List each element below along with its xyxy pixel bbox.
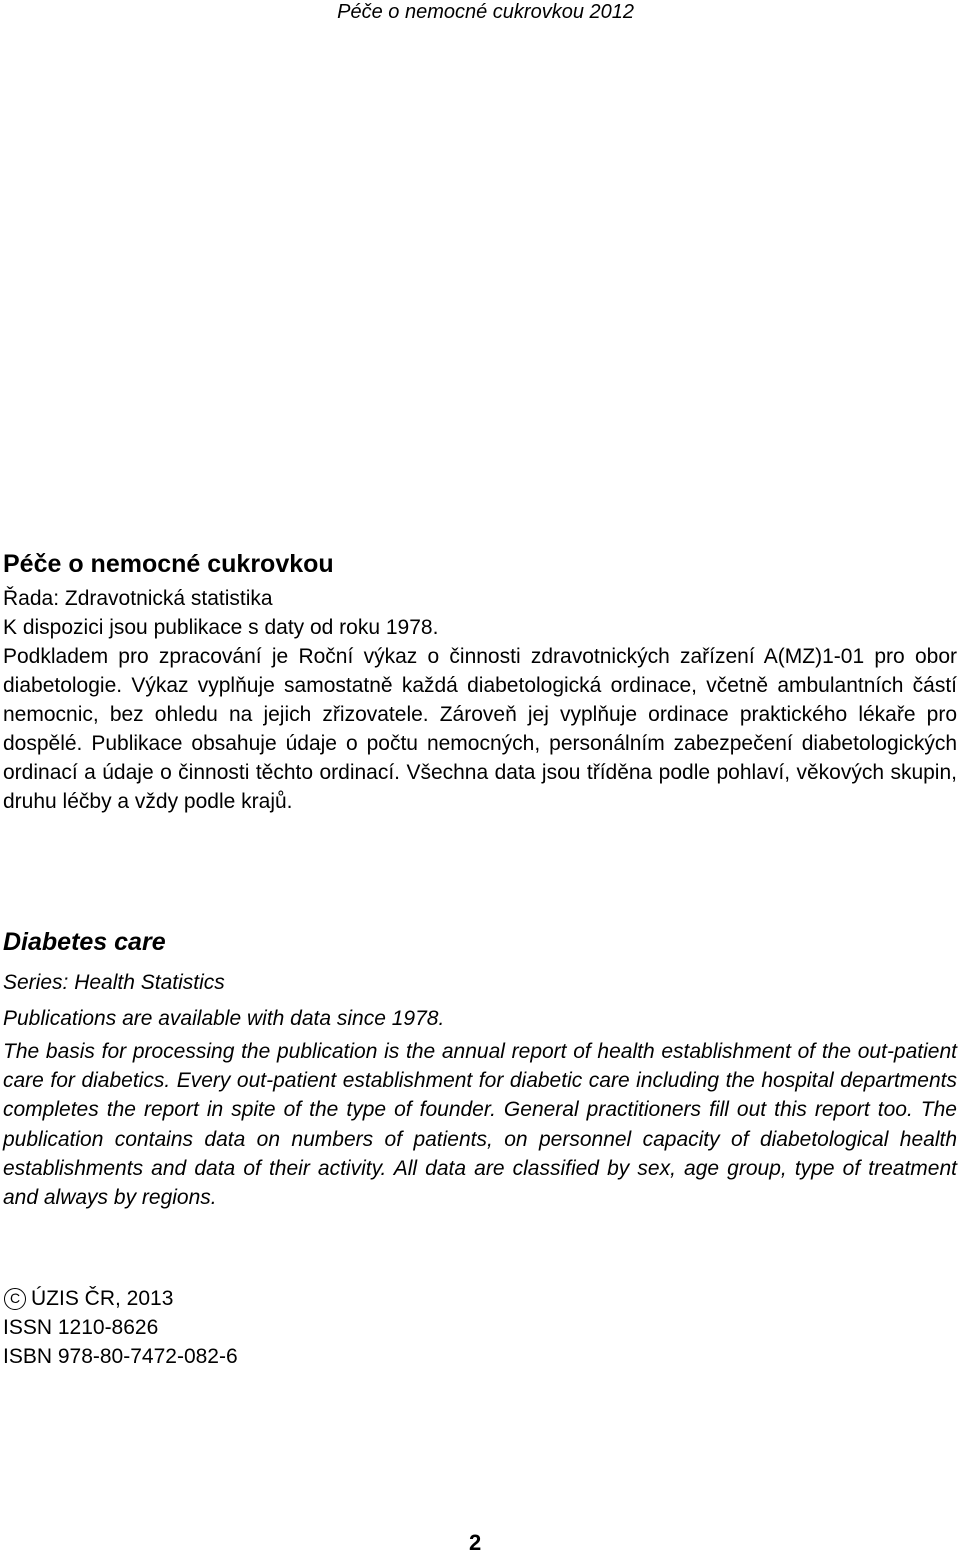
issn: ISSN 1210-8626: [3, 1316, 159, 1339]
copyright-icon: C: [4, 1288, 26, 1310]
series-label-czech: Řada: Zdravotnická statistika: [3, 587, 273, 610]
description-english: The basis for processing the publication is the annual report of health establishment of the out-patient care for diabetics. Every out-patient establishment for diabetic care including the hospital departments completes the report in spite of the type of founder. General practitioners fill out this report too. The publication contains data on numbers of patients, on personnel capacity of diabetological health establishments and data of their activity. All data are classified by sex, age group, type of treatment and always by regions.: [3, 1040, 957, 1210]
imprint: [3, 1284, 238, 1371]
english-section: [3, 925, 957, 1212]
copyright-text: ÚZIS ČR, 2013: [31, 1287, 174, 1310]
description-czech: Podkladem pro zpracování je Roční výkaz o činnosti zdravotnických zařízení A(MZ)1-01 pro obor diabetologie. Výkaz vyplňuje samostatně každá diabetologická ordinace, včetně ambulantních částí nemocnic, bez ohledu na jejich zřizovatele. Zároveň jej vyplňuje ordinace praktického lékaře pro dospělé. Publikace obsahuje údaje o počtu nemocných, personálním zabezpečení diabetologických ordinací a údaje o činnosti těchto ordinací. Všechna data jsou tříděna podle pohlaví, věkových skupin, druhu léčby a vždy podle krajů.: [3, 645, 957, 813]
series-label-english: Series: Health Statistics: [3, 971, 225, 994]
running-header: Péče o nemocné cukrovkou 2012: [337, 1, 634, 23]
page-title-english: Diabetes care: [3, 928, 166, 956]
page-title-czech: Péče o nemocné cukrovkou: [3, 550, 334, 578]
copyright-line: [3, 1284, 238, 1313]
availability-english: Publications are available with data since 1978.: [3, 1007, 445, 1030]
availability-czech: K dispozici jsou publikace s daty od roku 1978.: [3, 616, 439, 639]
isbn: ISBN 978-80-7472-082-6: [3, 1345, 238, 1368]
page-number: 2: [469, 1530, 482, 1555]
czech-section: [3, 547, 957, 816]
